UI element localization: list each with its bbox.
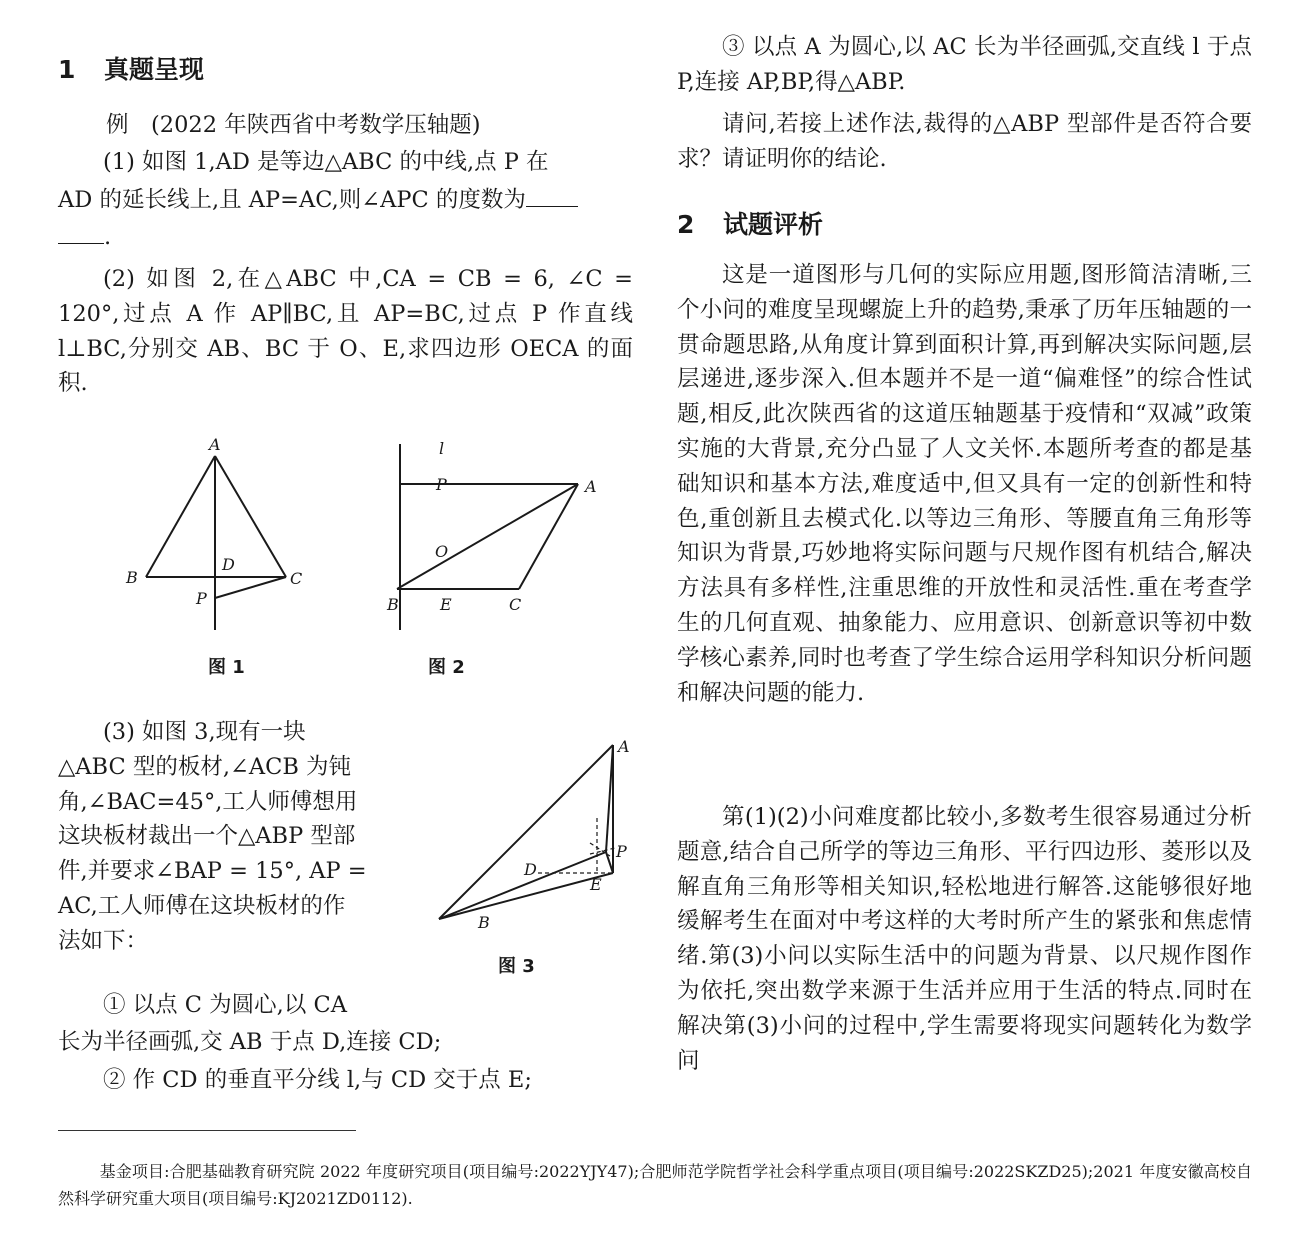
answer-blank-cont [58,243,104,244]
step-1-line1: ① 以点 C 为圆心,以 CA [103,992,347,1018]
segment-bc [439,873,613,919]
figure-2-caption: 图 2 [428,657,465,678]
label-e: E [440,595,452,614]
step-1-line2: 长为半径画弧,交 AB 于点 D,连接 CD; [58,1029,442,1055]
question-1-line3 [58,220,633,255]
label-b: B [126,568,138,587]
figure-1-caption: 图 1 [208,657,245,678]
question-1-line2 [58,183,633,218]
question-3-line: 法如下： [58,927,149,954]
footnote-rule [58,1130,356,1131]
question-3-line: (3) 如图 3,现有一块 [103,719,306,745]
question-1-end: . [104,224,112,250]
question-3-line: AC,工人师傅在这块板材的作 [58,892,346,919]
segment-ab [397,484,578,589]
segment-ac [519,484,578,589]
question-2: (2) 如图 2,在△ABC 中,CA = CB = 6, ∠C = 120°,过点 A 作 AP∥BC,且 AP=BC,过点 P 作直线 l⊥BC,分别交 AB、BC 于 O、E,求四边形 OECA 的面积. [58,266,633,397]
segment-pc [215,577,286,598]
label-d: D [524,860,537,879]
question-1-line1: (1) 如图 1,AD 是等边△ABC 的中线,点 P 在 [103,149,549,175]
label-a: A [585,477,597,496]
question-3-line: 这块板材裁出一个△ABP 型部 [58,823,356,850]
label-o: O [435,542,449,561]
section-heading-1 [58,50,204,86]
label-b: B [387,595,399,614]
label-a: A [209,435,221,454]
figure-2 [323,432,613,637]
analysis-paragraph-1: 这是一道图形与几何的实际应用题,图形简洁清晰,三个小问的难度呈现螺旋上升的趋势,秉承了历年压轴题的一贯命题思路,从角度计算到面积计算,再到解决实际问题,层层递进,逐步深入.但本题并不是一道“偏难怪”的综合性试题,相反,此次陕西省的这道压轴题基于疫情和“双减”政策实施的大背景,充分凸显了人文关怀.本题所考查的都是基础知识和基本方法,难度适中,但又具有一定的创新性和特色,重创新且去模式化.以等边三角形、等腰直角三角形等知识为背景,巧妙地将实际问题与尺规作图有机结合,解决方法具有多样性,注重思维的开放性和灵活性.重在考查学生的几何直观、抽象能力、应用意识、创新意识等初中数学核心素养,同时也考查了学生综合运用学科知识分析问题和解决问题的能力. [677,262,1252,706]
label-l: l [439,439,445,458]
step-3: ③ 以点 A 为圆心,以 AC 长为半径画弧,交直线 l 于点 P,连接 AP,BP,得△ABP. [677,34,1252,95]
answer-blank [526,206,578,207]
segment-ac-inner [606,745,613,852]
label-p: P [196,589,207,608]
question-1-text: AD 的延长线上,且 AP=AC,则∠APC 的度数为 [58,187,526,213]
label-p: P [436,475,447,494]
segment-bp [439,852,606,919]
question-3-prompt: 请问,若接上述作法,裁得的△ABP 型部件是否符合要求？请证明你的结论. [677,111,1252,172]
step-2: ② 作 CD 的垂直平分线 l,与 CD 交于点 E; [103,1067,532,1093]
segment-ab [146,456,215,577]
footnote: 基金项目:合肥基础教育研究院 2022 年度研究项目(项目编号:2022YJY47);合肥师范学院哲学社会科学重点项目(项目编号:2022SKZD25);2021 年度安徽高校自然科学研究重大项目(项目编号:KJ2021ZD0112). [58,1162,1252,1208]
section-title: 试题评析 [723,210,824,239]
section-number: 1 [58,55,76,84]
question-3-line: △ABC 型的板材,∠ACB 为钝 [58,753,352,780]
figure-3 [410,730,640,930]
label-a: A [618,737,630,756]
question-3 [58,715,396,959]
question-3-line: 角,∠BAC=45°,工人师傅想用 [58,788,358,815]
label-e: E [590,875,602,894]
section-title: 真题呈现 [104,55,205,84]
label-c: C [509,595,522,614]
analysis-paragraph-2: 第(1)(2)小问难度都比较小,多数考生很容易通过分析题意,结合自己所学的等边三角形、平行四边形、菱形以及解直角三角形等相关知识,轻松地进行解答.这能够很好地缓解考生在面对中考这样的大考时所产生的紧张和焦虑情绪.第(3)小问以实际生活中的问题为背景、以尺规作图作为依托,突出数学来源于生活并应用于生活的特点.同时在解决第(3)小问的过程中,学生需要将现实问题转化为数学问 [677,804,1252,1074]
label-b: B [478,913,490,930]
figure-3-caption: 图 3 [498,956,535,977]
section-heading-2 [677,205,823,241]
label-c: C [290,569,303,588]
section-number: 2 [677,210,695,239]
question-3-line: 件,并要求∠BAP = 15°, AP = [58,858,367,885]
label-p: P [616,842,627,861]
segment-ab [439,745,613,919]
example-intro: 例 (2022 年陕西省中考数学压轴题) [106,112,481,138]
label-d: D [222,555,235,574]
